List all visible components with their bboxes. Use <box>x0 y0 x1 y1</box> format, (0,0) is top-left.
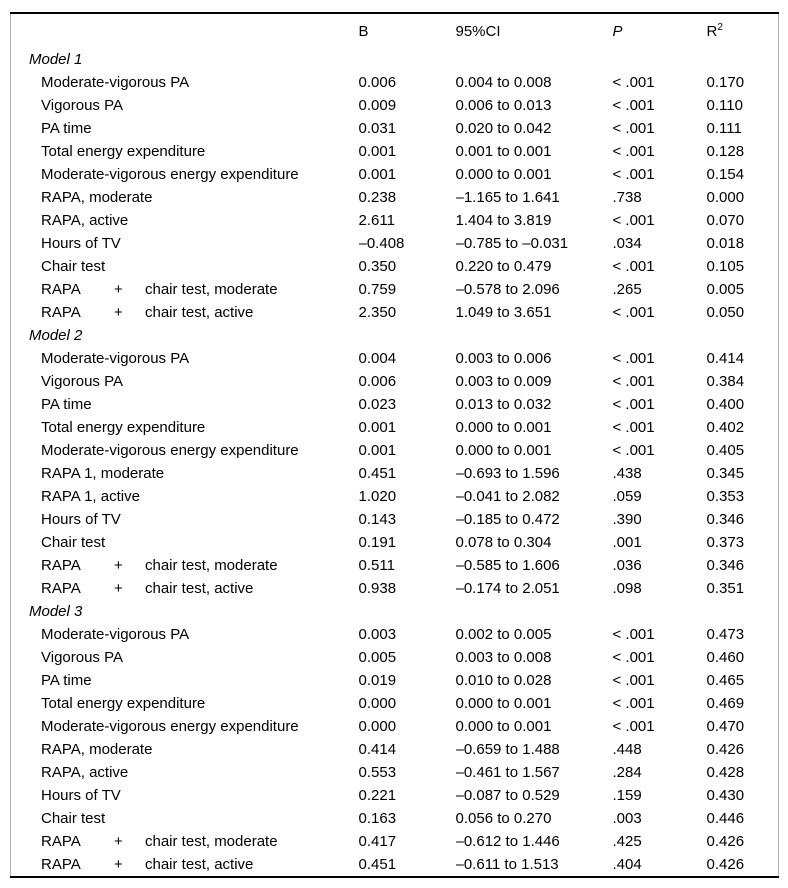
p-value: < .001 <box>612 350 655 367</box>
b-value: 0.000 <box>358 718 397 735</box>
ci-value: 0.003 to 0.008 <box>455 649 552 666</box>
p-value: .448 <box>612 741 642 758</box>
row-label-part: chair test, active <box>145 580 254 597</box>
r2-value: 0.400 <box>706 396 745 413</box>
row-label <box>11 761 359 784</box>
b-value: 0.451 <box>358 856 397 873</box>
ci-value: –0.611 to 1.513 <box>455 856 559 873</box>
row-label <box>11 209 359 232</box>
table-row <box>11 853 779 877</box>
row-label <box>11 554 359 577</box>
row-label-part: RAPA, active <box>41 212 129 229</box>
table-row <box>11 416 779 439</box>
p-value: < .001 <box>612 396 655 413</box>
p-value: < .001 <box>612 120 655 137</box>
b-value: 1.020 <box>358 488 397 505</box>
table-row <box>11 163 779 186</box>
r2-value: 0.000 <box>706 189 745 206</box>
row-label-part: PA time <box>41 672 92 689</box>
b-value: 0.006 <box>358 74 397 91</box>
b-value: 0.023 <box>358 396 397 413</box>
table-row <box>11 531 779 554</box>
table-row <box>11 692 779 715</box>
table-row <box>11 117 779 140</box>
row-label-part: Hours of TV <box>41 787 121 804</box>
row-label <box>11 71 359 94</box>
p-value: < .001 <box>612 718 655 735</box>
r2-value: 0.353 <box>706 488 745 505</box>
p-value: .036 <box>612 557 642 574</box>
ci-value: –0.578 to 2.096 <box>455 281 560 298</box>
b-value: 0.001 <box>358 143 397 160</box>
ci-value: 0.003 to 0.006 <box>455 350 552 367</box>
row-label-part: Moderate-vigorous PA <box>41 350 190 367</box>
b-value: 2.350 <box>358 304 397 321</box>
table-row <box>11 439 779 462</box>
table-row <box>11 140 779 163</box>
row-label-part: Moderate-vigorous energy expenditure <box>41 442 299 459</box>
ci-value: 0.000 to 0.001 <box>455 442 552 459</box>
ci-value: 0.013 to 0.032 <box>455 396 552 413</box>
b-value: 0.553 <box>358 764 397 781</box>
model-title: Model 3 <box>29 603 83 620</box>
header-r2-exponent: 2 <box>717 21 723 33</box>
p-value: < .001 <box>612 672 655 689</box>
p-value: .159 <box>612 787 642 804</box>
row-label <box>11 623 359 646</box>
model-header-row <box>11 600 779 623</box>
row-label-part: Chair test <box>41 810 106 827</box>
table-row <box>11 232 779 255</box>
p-value: .284 <box>612 764 642 781</box>
r2-value: 0.105 <box>706 258 745 275</box>
p-value: < .001 <box>612 695 655 712</box>
header-r2-base: R <box>706 22 718 40</box>
row-label-part: + <box>114 304 123 321</box>
row-label-part: Total energy expenditure <box>41 419 206 436</box>
header-r2 <box>707 13 779 48</box>
b-value: 0.163 <box>358 810 397 827</box>
r2-value: 0.170 <box>706 74 745 91</box>
p-value: < .001 <box>612 166 655 183</box>
r2-value: 0.473 <box>706 626 745 643</box>
row-label-part: Hours of TV <box>41 235 121 252</box>
p-value: .390 <box>612 511 642 528</box>
p-value: < .001 <box>612 304 655 321</box>
ci-value: 0.078 to 0.304 <box>455 534 552 551</box>
row-label <box>11 485 359 508</box>
header-ci: 95%CI <box>455 22 501 40</box>
b-value: 0.221 <box>358 787 397 804</box>
ci-value: 0.006 to 0.013 <box>455 97 552 114</box>
row-label-part: RAPA 1, active <box>41 488 140 505</box>
r2-value: 0.154 <box>706 166 745 183</box>
b-value: 0.001 <box>358 166 397 183</box>
r2-value: 0.346 <box>706 511 745 528</box>
r2-value: 0.460 <box>706 649 745 666</box>
ci-value: 0.001 to 0.001 <box>455 143 552 160</box>
table-row <box>11 508 779 531</box>
row-label-part: PA time <box>41 396 92 413</box>
row-label <box>11 232 359 255</box>
r2-value: 0.373 <box>706 534 745 551</box>
p-value: < .001 <box>612 649 655 666</box>
row-label <box>11 370 359 393</box>
r2-value: 0.430 <box>706 787 745 804</box>
row-label-part: Total energy expenditure <box>41 143 206 160</box>
b-value: 0.000 <box>358 695 397 712</box>
row-label-part: Moderate-vigorous PA <box>41 74 190 91</box>
b-value: 0.143 <box>358 511 397 528</box>
p-value: < .001 <box>612 373 655 390</box>
b-value: 0.938 <box>358 580 397 597</box>
ci-value: –0.461 to 1.567 <box>455 764 560 781</box>
table-row <box>11 255 779 278</box>
row-label <box>11 347 359 370</box>
table-body <box>11 48 779 877</box>
row-label <box>11 508 359 531</box>
model-header-row <box>11 324 779 347</box>
row-label-part: RAPA <box>41 856 81 873</box>
row-label <box>11 784 359 807</box>
row-label-part: + <box>114 833 123 850</box>
row-label <box>11 117 359 140</box>
b-value: 0.003 <box>358 626 397 643</box>
table-row <box>11 761 779 784</box>
table-row <box>11 347 779 370</box>
table-row <box>11 186 779 209</box>
r2-value: 0.469 <box>706 695 745 712</box>
row-label-part: Chair test <box>41 534 106 551</box>
table-row <box>11 623 779 646</box>
ci-value: –1.165 to 1.641 <box>455 189 560 206</box>
row-label <box>11 439 359 462</box>
row-label-part: RAPA <box>41 833 81 850</box>
ci-value: –0.785 to –0.031 <box>455 235 569 252</box>
r2-value: 0.405 <box>706 442 745 459</box>
ci-value: –0.693 to 1.596 <box>455 465 560 482</box>
row-label <box>11 738 359 761</box>
table-row <box>11 577 779 600</box>
ci-value: –0.659 to 1.488 <box>455 741 560 758</box>
header-variable <box>11 13 359 48</box>
ci-value: 0.000 to 0.001 <box>455 718 552 735</box>
r2-value: 0.384 <box>706 373 745 390</box>
ci-value: –0.585 to 1.606 <box>455 557 560 574</box>
b-value: 0.019 <box>358 672 397 689</box>
b-value: 0.001 <box>358 442 397 459</box>
ci-value: –0.612 to 1.446 <box>455 833 560 850</box>
r2-value: 0.070 <box>706 212 745 229</box>
row-label-part: RAPA <box>41 557 81 574</box>
row-label-part: Moderate-vigorous energy expenditure <box>41 718 299 735</box>
row-label-part: chair test, moderate <box>145 557 278 574</box>
b-value: 0.001 <box>358 419 397 436</box>
ci-value: –0.174 to 2.051 <box>455 580 560 597</box>
row-label-part: chair test, active <box>145 856 254 873</box>
row-label-part: RAPA, active <box>41 764 129 781</box>
model-title: Model 2 <box>29 327 83 344</box>
b-value: 0.238 <box>358 189 397 206</box>
b-value: 0.009 <box>358 97 397 114</box>
row-label-part: Vigorous PA <box>41 97 123 114</box>
table-row <box>11 669 779 692</box>
r2-value: 0.465 <box>706 672 745 689</box>
row-label <box>11 301 359 324</box>
r2-value: 0.050 <box>706 304 745 321</box>
ci-value: 0.020 to 0.042 <box>455 120 552 137</box>
b-value: 2.611 <box>358 212 395 229</box>
row-label-part: chair test, moderate <box>145 833 278 850</box>
ci-value: 0.220 to 0.479 <box>455 258 552 275</box>
ci-value: 0.010 to 0.028 <box>455 672 552 689</box>
r2-value: 0.426 <box>706 741 745 758</box>
b-value: 0.031 <box>358 120 397 137</box>
row-label-part: Moderate-vigorous energy expenditure <box>41 166 299 183</box>
b-value: 0.191 <box>358 534 397 551</box>
p-value: .404 <box>612 856 642 873</box>
table-row <box>11 830 779 853</box>
r2-value: 0.426 <box>706 856 745 873</box>
row-label <box>11 393 359 416</box>
row-label <box>11 416 359 439</box>
row-label <box>11 853 359 877</box>
row-label-part: chair test, moderate <box>145 281 278 298</box>
row-label-part: RAPA <box>41 304 81 321</box>
row-label <box>11 140 359 163</box>
table-row <box>11 370 779 393</box>
row-label <box>11 577 359 600</box>
b-value: 0.005 <box>358 649 397 666</box>
b-value: 0.350 <box>358 258 397 275</box>
row-label <box>11 186 359 209</box>
p-value: < .001 <box>612 626 655 643</box>
row-label-part: + <box>114 281 123 298</box>
r2-value: 0.402 <box>706 419 745 436</box>
row-label <box>11 163 359 186</box>
p-value: .098 <box>612 580 642 597</box>
row-label-part: RAPA 1, moderate <box>41 465 165 482</box>
p-value: .034 <box>612 235 642 252</box>
ci-value: –0.041 to 2.082 <box>455 488 560 505</box>
ci-value: 0.056 to 0.270 <box>455 810 552 827</box>
r2-value: 0.345 <box>706 465 745 482</box>
row-label <box>11 646 359 669</box>
row-label-part: + <box>114 580 123 597</box>
ci-value: –0.185 to 0.472 <box>455 511 560 528</box>
table-row <box>11 646 779 669</box>
row-label-part: RAPA, moderate <box>41 741 153 758</box>
row-label <box>11 462 359 485</box>
r2-value: 0.414 <box>706 350 745 367</box>
p-value: < .001 <box>612 212 655 229</box>
p-value: .738 <box>612 189 642 206</box>
ci-value: 0.002 to 0.005 <box>455 626 552 643</box>
ci-value: 0.000 to 0.001 <box>455 695 552 712</box>
r2-value: 0.128 <box>706 143 745 160</box>
r2-value: 0.005 <box>706 281 745 298</box>
p-value: .001 <box>612 534 642 551</box>
r2-value: 0.111 <box>706 120 742 137</box>
p-value: .059 <box>612 488 642 505</box>
row-label-part: Vigorous PA <box>41 373 123 390</box>
ci-value: 1.049 to 3.651 <box>455 304 552 321</box>
row-label <box>11 692 359 715</box>
table-row <box>11 278 779 301</box>
ci-value: 0.003 to 0.009 <box>455 373 552 390</box>
header-row <box>11 13 779 48</box>
r2-value: 0.351 <box>706 580 745 597</box>
b-value: 0.006 <box>358 373 397 390</box>
r2-value: 0.018 <box>706 235 745 252</box>
table-row <box>11 301 779 324</box>
row-label-part: Chair test <box>41 258 106 275</box>
table-row <box>11 784 779 807</box>
p-value: < .001 <box>612 97 655 114</box>
p-value: < .001 <box>612 74 655 91</box>
ci-value: 0.000 to 0.001 <box>455 419 552 436</box>
b-value: 0.414 <box>358 741 397 758</box>
row-label-part: Total energy expenditure <box>41 695 206 712</box>
row-label-part: Moderate-vigorous PA <box>41 626 190 643</box>
model-title: Model 1 <box>29 51 83 68</box>
b-value: 0.451 <box>358 465 397 482</box>
ci-value: 0.004 to 0.008 <box>455 74 552 91</box>
table-row <box>11 209 779 232</box>
table-row <box>11 715 779 738</box>
table-row <box>11 462 779 485</box>
table-row <box>11 393 779 416</box>
r2-value: 0.446 <box>706 810 745 827</box>
row-label <box>11 669 359 692</box>
p-value: < .001 <box>612 258 655 275</box>
b-value: 0.004 <box>358 350 397 367</box>
row-label <box>11 830 359 853</box>
row-label-part: + <box>114 557 123 574</box>
row-label-part: RAPA <box>41 580 81 597</box>
row-label <box>11 255 359 278</box>
model-header-row <box>11 48 779 71</box>
table-row <box>11 554 779 577</box>
ci-value: 1.404 to 3.819 <box>455 212 552 229</box>
p-value: < .001 <box>612 442 655 459</box>
table-row <box>11 71 779 94</box>
table-row <box>11 738 779 761</box>
row-label <box>11 715 359 738</box>
b-value: 0.511 <box>358 557 395 574</box>
p-value: .265 <box>612 281 642 298</box>
r2-value: 0.346 <box>706 557 745 574</box>
p-value: .438 <box>612 465 642 482</box>
b-value: –0.408 <box>358 235 405 252</box>
p-value: < .001 <box>612 143 655 160</box>
ci-value: 0.000 to 0.001 <box>455 166 552 183</box>
r2-value: 0.426 <box>706 833 745 850</box>
ci-value: –0.087 to 0.529 <box>455 787 560 804</box>
r2-value: 0.428 <box>706 764 745 781</box>
table-row <box>11 94 779 117</box>
row-label <box>11 94 359 117</box>
header-p: P <box>612 22 623 40</box>
r2-value: 0.470 <box>706 718 745 735</box>
p-value: .425 <box>612 833 642 850</box>
b-value: 0.759 <box>358 281 397 298</box>
row-label-part: PA time <box>41 120 92 137</box>
row-label <box>11 531 359 554</box>
table-row <box>11 485 779 508</box>
row-label-part: RAPA <box>41 281 81 298</box>
header-b: B <box>358 22 369 40</box>
table-row <box>11 807 779 830</box>
row-label <box>11 807 359 830</box>
row-label-part: chair test, active <box>145 304 254 321</box>
b-value: 0.417 <box>358 833 397 850</box>
row-label-part: + <box>114 856 123 873</box>
row-label-part: Hours of TV <box>41 511 121 528</box>
row-label-part: Vigorous PA <box>41 649 123 666</box>
row-label-part: RAPA, moderate <box>41 189 153 206</box>
r2-value: 0.110 <box>706 97 743 114</box>
p-value: .003 <box>612 810 642 827</box>
row-label <box>11 278 359 301</box>
regression-results-table <box>10 12 779 878</box>
p-value: < .001 <box>612 419 655 436</box>
